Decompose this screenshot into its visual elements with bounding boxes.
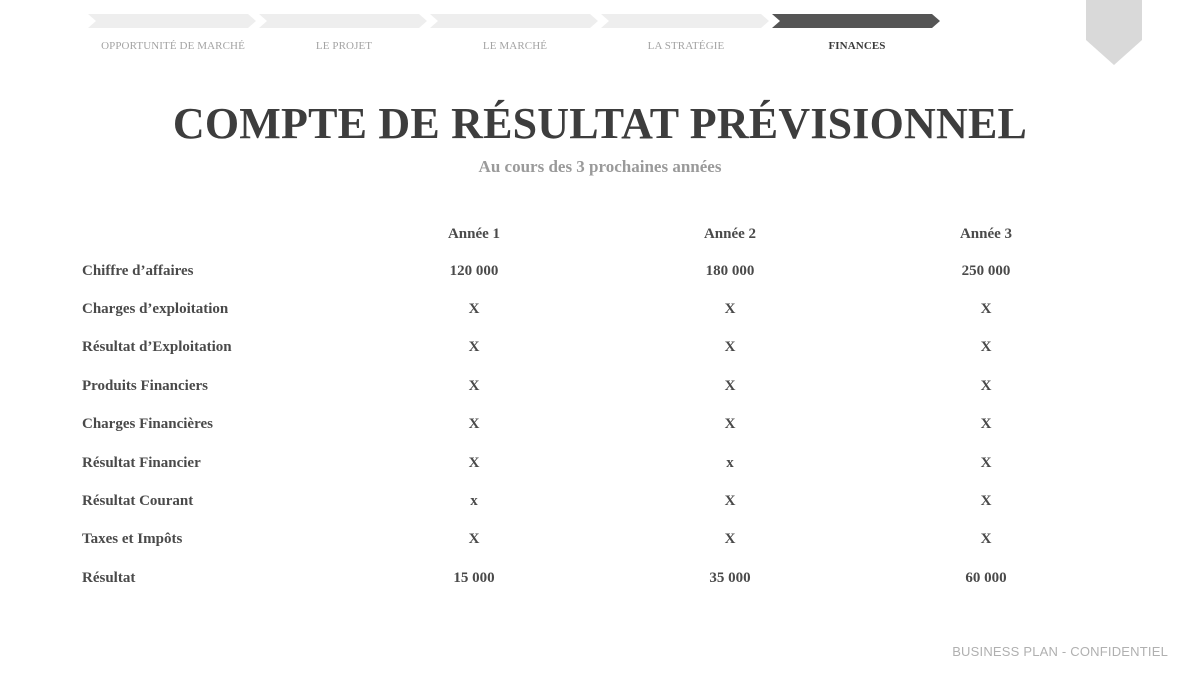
cell-value: 35 000 [709, 569, 751, 586]
progress-step-label: OPPORTUNITÉ DE MARCHÉ [101, 40, 245, 52]
table-row [82, 482, 1114, 520]
cell-value: X [468, 339, 480, 356]
column-header: Année 3 [959, 225, 1013, 242]
cell-value: 60 000 [965, 569, 1007, 586]
cell-value: X [724, 339, 736, 356]
cell-value: 120 000 [449, 262, 499, 279]
cell-value: X [468, 301, 480, 318]
progress-step-label: FINANCES [828, 40, 886, 52]
column-header: Année 1 [447, 225, 501, 242]
cell-value: x [726, 454, 734, 471]
cell-value: X [724, 377, 736, 394]
progress-step-marche[interactable] [430, 13, 600, 53]
progress-step-label: LA STRATÉGIE [647, 40, 725, 52]
step-arrow-shape [88, 13, 258, 29]
table-header-row [82, 216, 1114, 252]
row-label: Résultat d’Exploitation [82, 339, 232, 356]
row-label: Résultat [82, 569, 136, 586]
cell-value: 180 000 [705, 262, 755, 279]
cell-value: X [980, 301, 992, 318]
cell-value: 250 000 [961, 262, 1011, 279]
progress-step-label: LE MARCHÉ [482, 40, 548, 52]
step-arrow-shape [601, 13, 771, 29]
table-row [82, 444, 1114, 482]
cell-value: X [724, 416, 736, 433]
table-row [82, 406, 1114, 444]
row-label: Chiffre d’affaires [82, 262, 194, 279]
row-label: Résultat Financier [82, 454, 201, 471]
table-corner-cell [82, 216, 346, 252]
cell-value: X [468, 416, 480, 433]
row-label: Charges d’exploitation [82, 301, 229, 318]
cell-value: X [724, 493, 736, 510]
page-subtitle: Au cours des 3 prochaines années [478, 157, 722, 176]
cell-value: X [724, 301, 736, 318]
step-arrow-shape-active [772, 13, 942, 29]
row-label: Produits Financiers [82, 377, 208, 394]
cell-value: X [980, 377, 992, 394]
footer-confidential-note: BUSINESS PLAN - CONFIDENTIEL [952, 644, 1168, 659]
cell-value: 15 000 [453, 569, 495, 586]
step-arrow-shape [430, 13, 600, 29]
cell-value: X [980, 416, 992, 433]
cell-value: X [980, 339, 992, 356]
cell-value: X [724, 531, 736, 548]
cell-value: X [980, 531, 992, 548]
cell-value: X [468, 454, 480, 471]
column-header: Année 2 [703, 225, 757, 242]
progress-step-label: LE PROJET [315, 40, 373, 52]
section-progress-nav [88, 13, 948, 61]
row-label: Taxes et Impôts [82, 531, 183, 548]
cell-value: X [468, 531, 480, 548]
cell-value: X [980, 454, 992, 471]
progress-step-opportunite[interactable] [88, 13, 258, 53]
progress-step-projet[interactable] [259, 13, 429, 53]
bookmark-ribbon-icon [1086, 0, 1142, 71]
row-label: Charges Financières [82, 416, 213, 433]
row-label: Résultat Courant [82, 493, 194, 510]
progress-step-strategie[interactable] [601, 13, 771, 53]
table-row [82, 367, 1114, 405]
table-row [82, 252, 1114, 290]
progress-step-finances[interactable] [772, 13, 942, 53]
cell-value: X [468, 377, 480, 394]
step-arrow-shape [259, 13, 429, 29]
table-row [82, 290, 1114, 328]
table-row [82, 329, 1114, 367]
table-row [82, 559, 1114, 597]
table-row [82, 521, 1114, 559]
page-title: COMPTE DE RÉSULTAT PRÉVISIONNEL [172, 99, 1028, 148]
income-statement-table [82, 216, 1114, 598]
cell-value: x [470, 493, 478, 510]
cell-value: X [980, 493, 992, 510]
